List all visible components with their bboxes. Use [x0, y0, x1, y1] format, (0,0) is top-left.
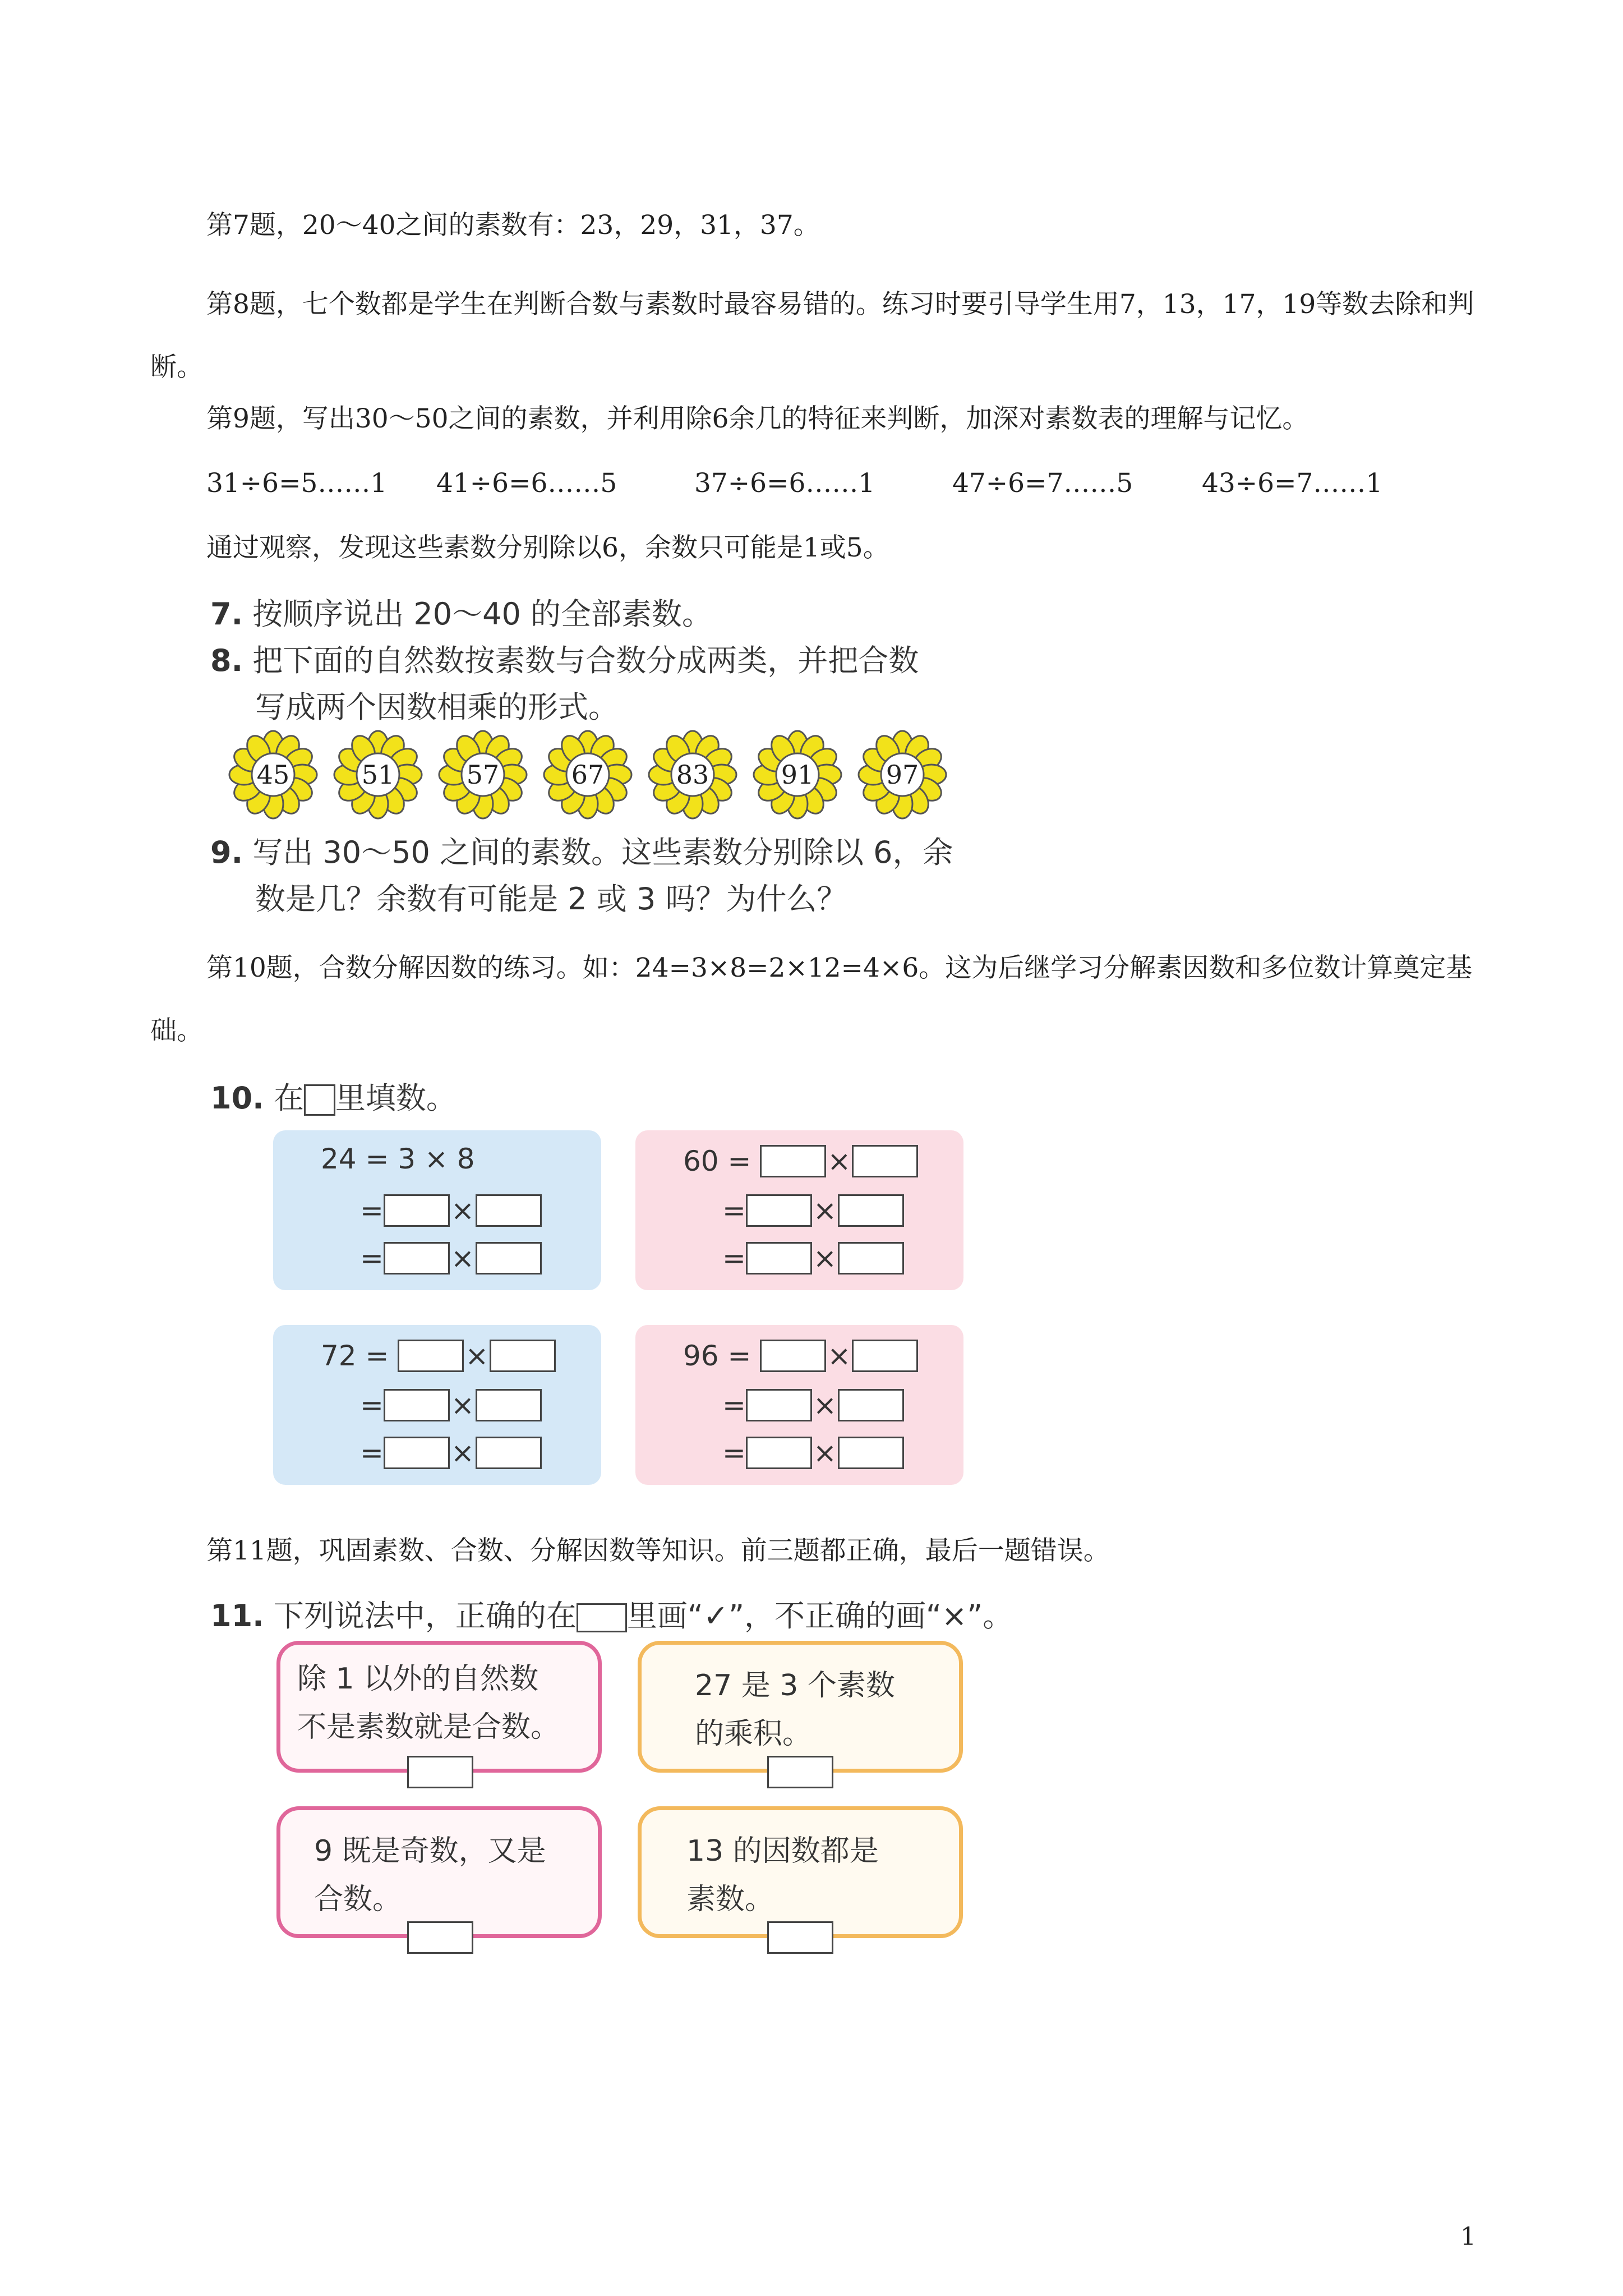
answer-input[interactable]: [746, 1194, 812, 1227]
answer-input[interactable]: [490, 1340, 556, 1372]
exercise-9-number: 9.: [210, 835, 243, 870]
flower-icon: [226, 728, 320, 822]
note-q11: 第11题，巩固素数、合数、分解因数等知识。前三题都正确，最后一题错误。: [206, 1535, 1110, 1566]
flower-icon: [645, 728, 740, 822]
exercise-8-number: 8.: [210, 643, 243, 678]
exercise-9-line1: [210, 829, 953, 872]
exercise-8-text-1: 把下面的自然数按素数与合数分成两类，并把合数: [252, 643, 919, 678]
exercise-11-heading: [210, 1592, 1013, 1635]
exercise-10-heading: [210, 1074, 457, 1117]
answer-box-3[interactable]: [407, 1921, 473, 1954]
page-number: 1: [1460, 2223, 1476, 2251]
exercise-10-number: 10.: [210, 1080, 264, 1116]
note-q8: 第8题，七个数都是学生在判断合数与素数时最容易错的。练习时要引导学生用7，13，17，19等数去除和判断。: [150, 289, 1474, 383]
answer-input[interactable]: [760, 1340, 826, 1372]
flower-label: 97: [886, 760, 919, 790]
flower-number-6: [750, 728, 845, 822]
answer-input[interactable]: [746, 1389, 812, 1421]
factor-72-row2: = ×: [360, 1387, 542, 1421]
factor-24-row2: = ×: [360, 1192, 542, 1227]
blank-box-icon: [577, 1603, 627, 1632]
statement-3-text: 9 既是奇数，又是 合数。: [314, 1834, 546, 1916]
answer-input[interactable]: [476, 1437, 542, 1469]
answer-input[interactable]: [852, 1340, 918, 1372]
flower-icon: [331, 728, 425, 822]
flower-number-5: [645, 728, 740, 822]
division-4: 47÷6=7……5: [952, 468, 1133, 499]
division-1: 31÷6=5……1: [206, 468, 388, 499]
exercise-11-number: 11.: [210, 1598, 264, 1634]
answer-input[interactable]: [476, 1389, 542, 1421]
exercise-8-line1: [210, 637, 919, 680]
note-q10: 第10题，合数分解因数的练习。如：24=3×8=2×12=4×6。这为后继学习分解素因数和多位数计算奠定基础。: [150, 953, 1473, 1046]
factor-72-row3: = ×: [360, 1434, 542, 1469]
answer-input[interactable]: [838, 1437, 904, 1469]
answer-box-1[interactable]: [407, 1756, 473, 1788]
statement-card-3: [276, 1806, 602, 1938]
flower-label: 45: [256, 760, 290, 790]
note-q9-conclusion: 通过观察，发现这些素数分别除以6，余数只可能是1或5。: [206, 532, 889, 563]
statement-card-1: [276, 1641, 602, 1773]
answer-input[interactable]: [760, 1145, 826, 1177]
division-2: 41÷6=6……5: [436, 468, 617, 499]
exercise-7-number: 7.: [210, 596, 243, 632]
factor-72-row1: 72 = ×: [321, 1337, 556, 1372]
answer-input[interactable]: [746, 1437, 812, 1469]
factor-card-24: [273, 1130, 601, 1290]
answer-input[interactable]: [838, 1194, 904, 1227]
factor-96-row2: = ×: [722, 1387, 904, 1421]
flower-label: 91: [781, 760, 814, 790]
flower-icon: [436, 728, 530, 822]
factor-60-row3: = ×: [722, 1240, 904, 1274]
flower-number-3: [436, 728, 530, 822]
answer-input[interactable]: [838, 1389, 904, 1421]
answer-input[interactable]: [852, 1145, 918, 1177]
statement-card-2: [638, 1641, 963, 1773]
statement-2-text: 27 是 3 个素数 的乘积。: [695, 1669, 895, 1751]
note-q9: 第9题，写出30～50之间的素数，并利用除6余几的特征来判断，加深对素数表的理解与记忆。: [206, 403, 1309, 434]
factor-24-row3: = ×: [360, 1240, 542, 1274]
statement-4-text: 13 的因数都是 素数。: [686, 1834, 879, 1916]
factor-card-60: [635, 1130, 963, 1290]
answer-input[interactable]: [476, 1242, 542, 1274]
exercise-9-line2: 数是几？余数有可能是 2 或 3 吗？为什么？: [255, 881, 847, 917]
flower-number-7: [855, 728, 949, 822]
statement-1-text: 除 1 以外的自然数 不是素数就是合数。: [297, 1662, 560, 1744]
exercise-10-post: 里填数。: [335, 1080, 457, 1116]
flower-label: 51: [361, 760, 395, 790]
factor-96-row3: = ×: [722, 1434, 904, 1469]
answer-input[interactable]: [384, 1242, 450, 1274]
blank-box-icon: [304, 1084, 335, 1116]
answer-input[interactable]: [476, 1194, 542, 1227]
flower-icon: [855, 728, 949, 822]
exercise-8-line2: 写成两个因数相乘的形式。: [255, 689, 619, 725]
statement-card-4: [638, 1806, 963, 1938]
exercise-7-text: 按顺序说出 20～40 的全部素数。: [252, 596, 713, 632]
flower-icon: [750, 728, 845, 822]
answer-input[interactable]: [384, 1194, 450, 1227]
exercise-11-post: 里画“✓”，不正确的画“×”。: [626, 1598, 1013, 1634]
answer-input[interactable]: [398, 1340, 464, 1372]
exercise-11-pre: 下列说法中，正确的在: [273, 1598, 577, 1634]
division-3: 37÷6=6……1: [694, 468, 875, 499]
flower-number-1: [226, 728, 320, 822]
factor-60-row1: 60 = ×: [683, 1143, 918, 1177]
factor-60-row2: = ×: [722, 1192, 904, 1227]
answer-input[interactable]: [384, 1389, 450, 1421]
answer-box-2[interactable]: [767, 1756, 833, 1788]
note-q7: 第7题，20～40之间的素数有：23，29，31，37。: [206, 210, 820, 241]
answer-input[interactable]: [746, 1242, 812, 1274]
flower-number-2: [331, 728, 425, 822]
answer-input[interactable]: [838, 1242, 904, 1274]
factor-24-row1: 24 = 3 × 8: [321, 1143, 475, 1175]
flower-label: 57: [466, 760, 500, 790]
flower-label: 67: [571, 760, 605, 790]
factor-96-row1: 96 = ×: [683, 1337, 918, 1372]
flower-number-4: [541, 728, 635, 822]
exercise-10-pre: 在: [273, 1080, 304, 1116]
flower-label: 83: [676, 760, 709, 790]
factor-card-72: [273, 1325, 601, 1485]
answer-input[interactable]: [384, 1437, 450, 1469]
flower-icon: [541, 728, 635, 822]
exercise-9-text-1: 写出 30～50 之间的素数。这些素数分别除以 6，余: [252, 835, 953, 870]
division-5: 43÷6=7……1: [1202, 468, 1383, 499]
answer-box-4[interactable]: [767, 1921, 833, 1954]
factor-card-96: [635, 1325, 963, 1485]
exercise-7: [210, 590, 712, 633]
